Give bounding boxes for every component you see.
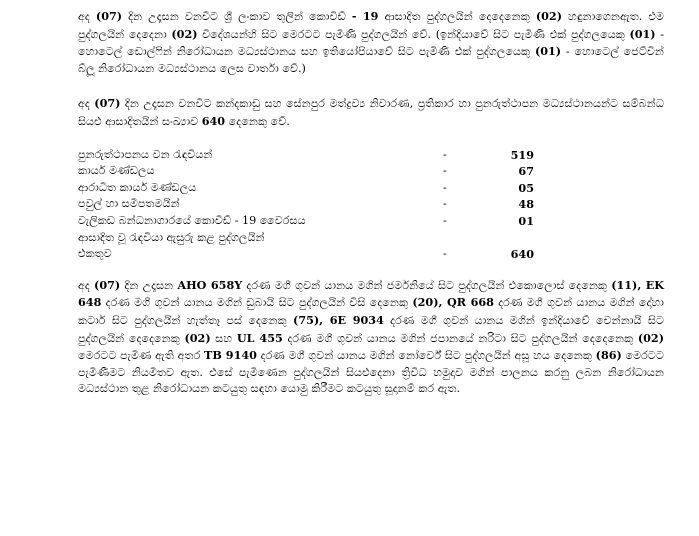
text-segment: විදේශයන්හි සිට මෙරටට පැමිණි පුද්ගලයින් වේ. (ඉන්දියාවේ සිට පැමිණි එක් පුද්ගලයෙකු bbox=[197, 27, 630, 41]
document-page bbox=[78, 8, 664, 398]
table-total-row bbox=[78, 246, 664, 263]
row-spacer bbox=[534, 180, 664, 197]
bold-segment: (07) bbox=[94, 277, 121, 292]
text-segment: - හොටෙල් ඩොල්ෆින් නිරෝධායන මධ්‍යස්ථානය සහ ඉතියෝපියාවේ සිට පැමිණි එක් පුද්ගලයෙකු bbox=[78, 27, 664, 59]
total-dash: - bbox=[443, 247, 447, 261]
table-row bbox=[78, 163, 664, 180]
paragraph-new-cases bbox=[78, 8, 664, 77]
row-spacer bbox=[534, 196, 664, 213]
text-segment: අද bbox=[78, 97, 95, 111]
row-spacer bbox=[534, 147, 664, 164]
row-label: කාර්ය මණ්ඩලය bbox=[78, 164, 155, 178]
text-segment: - හොටෙල් ජෙට්වින් බ්ලූ නිරෝධායන මධ්‍යස්ථානය ලෙස වාර්තා වේ.) bbox=[78, 45, 664, 75]
row-spacer bbox=[534, 246, 664, 263]
bold-segment: (20), QR 668 bbox=[412, 295, 494, 310]
table-row bbox=[78, 180, 664, 197]
row-spacer bbox=[534, 230, 664, 247]
bold-segment: (01) bbox=[534, 44, 562, 59]
text-segment: දෙනෙකු වේ. bbox=[225, 114, 290, 128]
text-segment: දින උදෑසන වනවිට කන්දකාඩු සහ සේනපුර මත්ද්‍රව්‍ය නිවාරණ, ප්‍රතිකාර හා පුනරුත්ථාපන මධ්‍යස්ථානයන්ට සම්බන්ධ සියළු ආසාදිතයින් සංඛ්‍යාව bbox=[78, 97, 665, 128]
bold-segment: (02) bbox=[184, 330, 211, 345]
text-segment: ආසාදිත පුද්ගලයින් දෙදෙනෙකු bbox=[378, 10, 536, 23]
bold-segment: 640 bbox=[201, 113, 226, 128]
bold-segment: AHO 658Y bbox=[177, 277, 243, 292]
bold-segment: TB 9140 bbox=[204, 348, 257, 363]
row-value: 519 bbox=[510, 147, 534, 162]
row-value: 67 bbox=[518, 164, 534, 179]
bold-segment: UL 455 bbox=[236, 330, 283, 345]
text-segment: දින උදෑසන bbox=[120, 278, 178, 292]
row-dash: - bbox=[443, 213, 447, 227]
row-value: 01 bbox=[518, 213, 534, 228]
text-segment: මෙරටට පැමිණීමට නියමිතව ඇත. එසේ පැමිණෙන පුද්ගලයින් සියළුදෙනා ත්‍රිවිධ හමුදාව මගින් පාලනය කරනු ලබන නිරෝධායන මධ්‍යස්ථාන තුළ නිරෝධායන කටයුතු සඳහා යොමු කිරීමට කටයුතු සූදානම් කර ඇත. bbox=[78, 349, 664, 396]
row-label: වැලිකඩ බන්ධනාගාරයේ කොවිඩ් - 19 වෛරසය bbox=[78, 213, 306, 227]
row-label: පුනරුත්ථාපනය වන රැඳවියන් bbox=[78, 147, 213, 161]
bold-segment: (86) bbox=[595, 348, 622, 363]
bold-segment: (07) bbox=[95, 9, 123, 23]
total-label: එකතුව bbox=[78, 247, 112, 261]
bold-segment: (02) bbox=[171, 26, 198, 41]
paragraph-cluster-total bbox=[78, 95, 664, 130]
table-row bbox=[78, 196, 664, 213]
row-value-empty bbox=[486, 230, 534, 247]
bold-segment: (11), EK 648 bbox=[78, 277, 664, 310]
paragraph-arrivals bbox=[78, 277, 664, 398]
text-segment: දරණ මගී ගුවන් යානය මගින් දෝහා කටාර් සිට පුද්ගලයින් හැත්තෑ පස් දෙනෙකු bbox=[78, 296, 664, 327]
row-dash: - bbox=[443, 147, 447, 161]
row-note-label: ආසාදිත වූ රැඳවියා ඇසුරු කළ පුද්ගලයින් bbox=[78, 230, 265, 244]
bold-segment: (07) bbox=[94, 96, 121, 111]
bold-segment: (01) bbox=[629, 26, 656, 41]
row-label: පවුල් හා සමීපතමයින් bbox=[78, 197, 180, 211]
bold-segment: (02) bbox=[637, 330, 665, 345]
text-segment: දරණ මගී ගුවන් යානය මගින් නෝර්වේ සිට පුද්ගලයින් අසූ හය දෙනෙකු bbox=[256, 349, 596, 363]
row-value: 48 bbox=[518, 197, 534, 212]
text-segment: හඳුනාගෙනඇත. එම පුද්ගලයින් දෙදෙනා bbox=[78, 10, 664, 41]
row-label: ආරාධිත කාර්ය මණ්ඩලය bbox=[78, 180, 197, 194]
row-value: 05 bbox=[518, 180, 534, 195]
text-segment: දරණ මගී ගුවන් යානය මගින් ඉන්දියාවේ චෙන්නායි සිට පුද්ගලයින් දෙදෙනෙකු bbox=[78, 313, 664, 345]
bold-segment: (75), 6E 9034 bbox=[293, 312, 384, 327]
table-row bbox=[78, 147, 664, 164]
text-segment: අද bbox=[78, 278, 95, 292]
table-row bbox=[78, 213, 664, 230]
infection-breakdown-table bbox=[78, 147, 664, 263]
bold-segment: - 19 bbox=[351, 9, 379, 23]
text-segment: අද bbox=[78, 10, 96, 23]
text-segment: මෙරටට පැමිණ ඇති අතර bbox=[78, 349, 205, 363]
text-segment: දරණ මගී ගුවන් යානය මගින් ඩුබායි සිට පුද්ගලයින් විසි දෙනෙකු bbox=[101, 296, 413, 310]
text-segment: දින උදෑසන වනවිට ශ්‍රී ලංකාව තුලින් කොවිඩ් bbox=[122, 10, 352, 23]
row-dash-empty bbox=[443, 230, 486, 247]
row-dash: - bbox=[443, 164, 447, 178]
text-segment: දරණ මගී ගුවන් යානය මගින් ජර්මනියේ සිට පුද්ගලයින් එකොලොස් දෙනෙකු bbox=[242, 278, 612, 292]
row-spacer bbox=[534, 213, 664, 230]
row-spacer bbox=[534, 163, 664, 180]
row-dash: - bbox=[443, 180, 447, 194]
bold-segment: (02) bbox=[535, 9, 562, 23]
row-dash: - bbox=[443, 197, 447, 211]
total-value: 640 bbox=[510, 247, 534, 262]
text-segment: සහ bbox=[210, 331, 237, 345]
text-segment: දරණ මගී ගුවන් යානය මගින් ජපානයේ නරිටා සිට පුද්ගලයින් දෙදෙනෙකු bbox=[282, 331, 638, 345]
table-row bbox=[78, 230, 664, 247]
